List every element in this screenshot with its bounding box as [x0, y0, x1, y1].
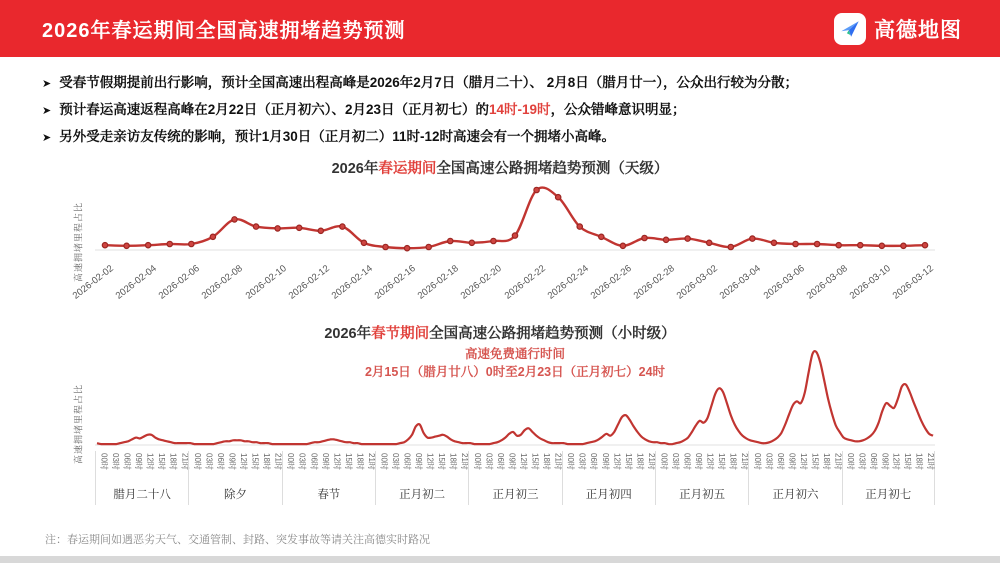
- hour-tick-label: 09时: [600, 453, 610, 470]
- hour-tick-label: 06时: [402, 453, 412, 470]
- hour-tick-label: 12时: [891, 453, 901, 470]
- hour-tick-label: 06时: [682, 453, 692, 470]
- hour-tick-group: [188, 451, 281, 481]
- daily-chart-plot-area: [0, 178, 1000, 306]
- x-tick-label: 2026-02-20: [459, 263, 505, 302]
- paper-plane-icon: [834, 13, 866, 45]
- hour-tick-label: 03时: [764, 453, 774, 470]
- hour-tick-label: 06时: [309, 453, 319, 470]
- hour-tick-label: 03时: [297, 453, 307, 470]
- arrow-icon: ➤: [42, 78, 52, 90]
- x-tick-label: 2026-02-12: [286, 263, 332, 302]
- hour-tick-label: 00时: [99, 453, 109, 470]
- hour-tick-label: 15时: [810, 453, 820, 470]
- hour-tick-label: 00时: [659, 453, 669, 470]
- x-tick-label: 2026-02-06: [157, 263, 203, 302]
- x-tick-label: 2026-02-26: [588, 263, 634, 302]
- hour-tick-label: 09时: [134, 453, 144, 470]
- bullet-1: [42, 70, 970, 97]
- hour-tick-label: 06时: [122, 453, 132, 470]
- hour-tick-label: 00时: [472, 453, 482, 470]
- hour-tick-label: 15时: [530, 453, 540, 470]
- x-tick-label: 2026-03-12: [890, 263, 936, 302]
- arrow-icon: ➤: [42, 105, 52, 117]
- hour-tick-label: 21时: [273, 453, 283, 470]
- x-tick-label: 2026-02-28: [631, 263, 677, 302]
- hour-tick-label: 21时: [553, 453, 563, 470]
- footnote: 注：春运期间如遇恶劣天气、交通管制、封路、突发事故等请关注高德实时路况: [45, 534, 430, 546]
- hour-tick-group: [748, 451, 841, 481]
- brand-logo: [834, 13, 962, 45]
- hour-tick-label: 21时: [646, 453, 656, 470]
- daily-chart-x-ticks: [70, 258, 936, 306]
- x-tick-label: 2026-02-02: [70, 263, 116, 302]
- bottom-divider: [0, 556, 1000, 563]
- hourly-chart-ylabel: 高速拥堵里程占比: [73, 383, 84, 465]
- hour-tick-label: 18时: [542, 453, 552, 470]
- hour-tick-label: 06时: [495, 453, 505, 470]
- hour-tick-label: 03时: [857, 453, 867, 470]
- x-tick-label: 2026-02-18: [415, 263, 462, 302]
- hour-tick-label: 12时: [145, 453, 155, 470]
- day-label: 正月初三: [468, 481, 561, 505]
- hour-tick-label: 06时: [589, 453, 599, 470]
- bullet-2: ➤ 预计春运高速返程高峰在2月22日（正月初六）、2月23日（正月初七）的14时-19时，公众错峰意识明显；: [42, 102, 686, 117]
- hour-tick-label: 09时: [694, 453, 704, 470]
- hour-tick-label: 06时: [215, 453, 225, 470]
- x-tick-label: 2026-03-06: [761, 263, 807, 302]
- x-tick-label: 2026-02-16: [372, 263, 418, 302]
- hour-tick-label: 21时: [833, 453, 843, 470]
- hour-tick-label: 09时: [880, 453, 890, 470]
- hour-tick-label: 12时: [425, 453, 435, 470]
- bullet-2-text: 预计春运高速返程高峰在2月22日（正月初六）、2月23日（正月初七）的: [59, 102, 490, 117]
- hour-tick-label: 12时: [332, 453, 342, 470]
- hour-tick-label: 12时: [518, 453, 528, 470]
- hour-tick-label: 12时: [238, 453, 248, 470]
- hour-tick-label: 03时: [111, 453, 121, 470]
- x-tick-label: 2026-03-04: [718, 263, 764, 302]
- x-tick-label: 2026-03-08: [804, 263, 850, 302]
- hour-tick-label: 00时: [192, 453, 202, 470]
- hour-tick-label: 18时: [168, 453, 178, 470]
- hour-tick-group: [95, 451, 188, 481]
- hour-tick-label: 12时: [705, 453, 715, 470]
- hour-tick-group: [655, 451, 748, 481]
- hour-tick-label: 00时: [286, 453, 296, 470]
- hour-tick-label: 21时: [460, 453, 470, 470]
- hour-tick-label: 00时: [846, 453, 856, 470]
- hour-tick-label: 18时: [822, 453, 832, 470]
- hour-tick-label: 18时: [635, 453, 645, 470]
- hourly-chart-hour-ticks: [95, 451, 935, 481]
- hour-tick-label: 09时: [320, 453, 330, 470]
- hour-tick-group: [468, 451, 561, 481]
- daily-line-chart: [95, 178, 935, 258]
- arrow-icon: ➤: [42, 132, 52, 144]
- hour-tick-label: 15时: [250, 453, 260, 470]
- x-tick-label: 2026-02-14: [329, 263, 375, 302]
- hour-tick-label: 03时: [391, 453, 401, 470]
- day-label: 正月初六: [748, 481, 841, 505]
- day-label: 腊月二十八: [95, 481, 188, 505]
- hour-tick-label: 15时: [903, 453, 913, 470]
- hour-tick-label: 03时: [204, 453, 214, 470]
- bullet-1-text: 受春节假期提前出行影响，预计全国高速出程高峰是2026年2月7日（腊月二十）、 2月8日（腊月廿一），公众出行较为分散；: [59, 75, 799, 90]
- hour-tick-label: 15时: [157, 453, 167, 470]
- bullet-3-text: 另外受走亲访友传统的影响，预计1月30日（正月初二）11时-12时高速会有一个拥堵小高峰。: [59, 129, 616, 144]
- header-bar: [0, 0, 1000, 57]
- summary-bullets: [0, 57, 1000, 151]
- hour-tick-label: 15时: [343, 453, 353, 470]
- day-label: 除夕: [188, 481, 281, 505]
- page-title: 2026年春运期间全国高速拥堵趋势预测: [42, 20, 406, 42]
- hour-tick-label: 06时: [868, 453, 878, 470]
- x-tick-label: 2026-03-10: [847, 263, 893, 302]
- hour-tick-label: 15时: [623, 453, 633, 470]
- hour-tick-label: 15时: [717, 453, 727, 470]
- hour-tick-label: 21时: [180, 453, 190, 470]
- hour-tick-label: 09时: [414, 453, 424, 470]
- hour-tick-label: 09时: [507, 453, 517, 470]
- bullet-2-highlight: 14时-19时: [489, 102, 551, 117]
- bullet-3: [42, 124, 970, 151]
- hour-tick-label: 03时: [484, 453, 494, 470]
- hour-tick-label: 18时: [355, 453, 365, 470]
- hour-tick-group: [282, 451, 375, 481]
- hour-tick-label: 06时: [775, 453, 785, 470]
- hour-tick-label: 03时: [671, 453, 681, 470]
- brand-name: 高德地图: [874, 18, 962, 42]
- hour-tick-label: 03时: [577, 453, 587, 470]
- day-label: 正月初四: [562, 481, 655, 505]
- hour-tick-group: [562, 451, 655, 481]
- hourly-chart-day-labels: [95, 481, 935, 505]
- daily-chart-section: [0, 157, 1000, 306]
- hour-tick-label: 21时: [925, 453, 935, 470]
- hourly-chart-plot-area: [0, 343, 1000, 505]
- hour-tick-label: 21时: [740, 453, 750, 470]
- hourly-chart-section: [0, 322, 1000, 505]
- hour-tick-label: 00时: [566, 453, 576, 470]
- hour-tick-label: 18时: [728, 453, 738, 470]
- hour-tick-group: [375, 451, 468, 481]
- x-tick-label: 2026-03-02: [674, 263, 720, 302]
- hour-tick-label: 00时: [379, 453, 389, 470]
- hour-tick-label: 18时: [914, 453, 924, 470]
- toll-free-annotation: 高速免费通行时间 2月15日（腊月廿八）0时至2月23日（正月初七）24时: [364, 347, 666, 379]
- hourly-chart-title: 2026年春节期间全国高速公路拥堵趋势预测（小时级）: [324, 326, 676, 342]
- hour-tick-group: [842, 451, 935, 481]
- x-tick-label: 2026-02-08: [200, 263, 246, 302]
- x-tick-label: 2026-02-10: [243, 263, 289, 302]
- hour-tick-label: 00时: [752, 453, 762, 470]
- hour-tick-label: 12时: [798, 453, 808, 470]
- hour-tick-label: 12时: [612, 453, 622, 470]
- hour-tick-label: 21时: [366, 453, 376, 470]
- hour-tick-label: 09时: [787, 453, 797, 470]
- hour-tick-label: 09时: [227, 453, 237, 470]
- x-tick-label: 2026-02-22: [502, 263, 548, 302]
- day-label: 正月初七: [842, 481, 935, 505]
- hour-tick-label: 15时: [437, 453, 447, 470]
- x-tick-label: 2026-02-04: [113, 263, 159, 302]
- hour-tick-label: 18时: [448, 453, 458, 470]
- daily-chart-ylabel: 高速拥堵里程占比: [73, 201, 84, 283]
- day-label: 春节: [282, 481, 375, 505]
- day-label: 正月初二: [375, 481, 468, 505]
- daily-chart-title: 2026年春运期间全国高速公路拥堵趋势预测（天级）: [331, 161, 669, 177]
- day-label: 正月初五: [655, 481, 748, 505]
- x-tick-label: 2026-02-24: [545, 263, 591, 302]
- hour-tick-label: 18时: [262, 453, 272, 470]
